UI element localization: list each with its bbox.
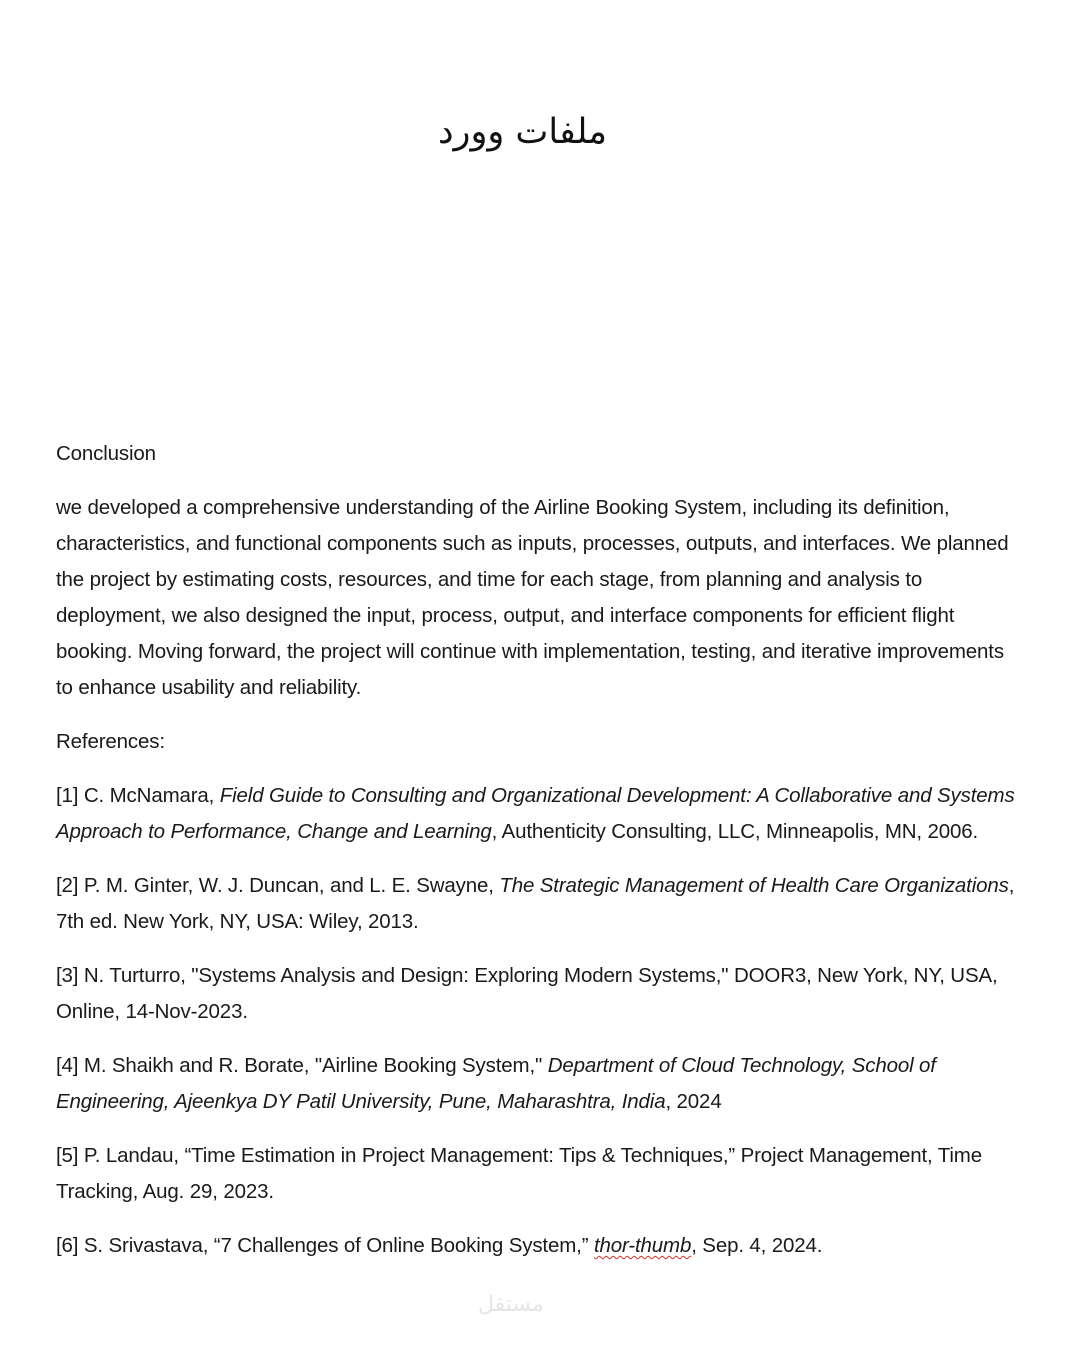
- reference-suffix: , 2024: [665, 1090, 722, 1113]
- reference-title: The Strategic Management of Health Care Organizations: [499, 874, 1009, 897]
- references-heading: References:: [56, 730, 165, 753]
- conclusion-paragraph: we developed a comprehensive understanding of the Airline Booking System, including its definition, characteristics, and functional components such as inputs, processes, outputs, and interfaces. We planned the project by estimating costs, resources, and time for each stage, from planning and analysis to deployment, we also designed the input, process, output, and interface components for efficient flight booking. Moving forward, the project will continue with implementation, testing, and iterative improvements to enhance usability and reliability.: [56, 496, 1009, 699]
- page-title: ملفات وورد: [437, 112, 608, 152]
- reference-title-misspelled: thor-thumb: [593, 1234, 692, 1257]
- document-body: [56, 436, 1016, 1282]
- reference-prefix: [6] S. Srivastava, “7 Challenges of Online Booking System,”: [56, 1234, 594, 1257]
- reference-prefix: [1] C. McNamara,: [56, 784, 220, 807]
- reference-suffix: , Sep. 4, 2024.: [691, 1234, 823, 1257]
- conclusion-heading: Conclusion: [56, 442, 156, 465]
- reference-item: [56, 868, 1016, 940]
- reference-suffix: , Authenticity Consulting, LLC, Minneapolis, MN, 2006.: [491, 820, 979, 843]
- reference-item: [56, 958, 1016, 1030]
- reference-prefix: [4] M. Shaikh and R. Borate, "Airline Booking System,": [56, 1054, 548, 1077]
- reference-item: [56, 1228, 1016, 1264]
- reference-item: [56, 1138, 1016, 1210]
- reference-title: Field Guide to Consulting and Organizational Development: A Collaborative and Systems Approach to Performance, Change and Learning: [56, 784, 1015, 843]
- watermark: مستقل: [478, 1292, 544, 1317]
- reference-item: [56, 778, 1016, 850]
- reference-title: Department of Cloud Technology, School of Engineering, Ajeenkya DY Patil University, Pune, Maharashtra, India: [56, 1054, 936, 1113]
- reference-prefix: [2] P. M. Ginter, W. J. Duncan, and L. E. Swayne,: [56, 874, 500, 897]
- reference-item: [56, 1048, 1016, 1120]
- reference-prefix: [5] P. Landau, “Time Estimation in Project Management: Tips & Techniques,” Project Management, Time Tracking, Aug. 29, 2023.: [56, 1144, 982, 1203]
- reference-suffix: , 7th ed. New York, NY, USA: Wiley, 2013.: [56, 874, 1015, 933]
- reference-prefix: [3] N. Turturro, "Systems Analysis and Design: Exploring Modern Systems," DOOR3, New York, NY, USA, Online, 14-Nov-2023.: [56, 964, 998, 1023]
